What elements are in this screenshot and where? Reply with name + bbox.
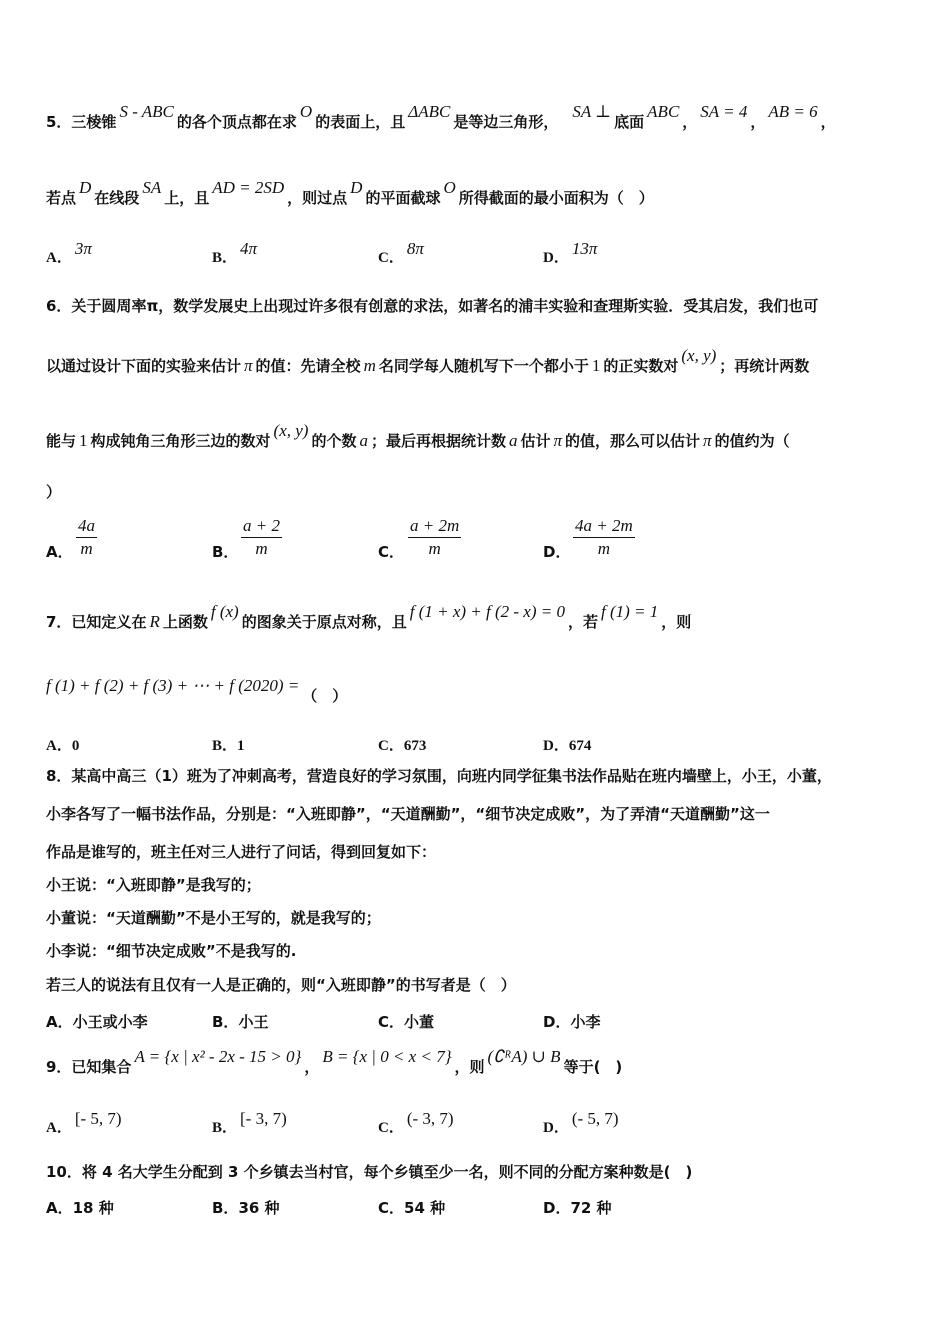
option-label: D． [543,250,569,266]
math: 1 [79,431,88,450]
q6-option-a-fraction [76,515,97,560]
text: 所得截面的最小面积为（ ） [458,189,654,207]
math: ABC [647,102,680,121]
math: π [244,356,253,375]
math: π [703,431,712,450]
option-label: D． [543,1199,571,1217]
option-value: 18 种 [72,1199,114,1217]
q7-option-b [212,734,245,755]
text: ；再统计两数 [719,357,810,375]
option-label: A． [46,1199,73,1217]
option-value: 0 [71,738,80,754]
math: (∁ᴿA) ∪ B [487,1047,561,1066]
q5-option-b [212,239,260,267]
math: AD = 2SD [212,178,285,197]
math: A = {x | x² - 2x - 15 > 0} [134,1047,302,1066]
q6-option-d-label: D． [543,543,571,561]
q7-option-c [378,734,426,755]
text: 的各个顶点都在求 [176,113,297,131]
text: ， [304,1058,320,1076]
q9-option-a [46,1109,125,1137]
q8-option-b [212,1011,268,1032]
option-label: D． [543,1013,571,1031]
q8-line6: 小李说：“细节决定成败”不是我写的. [46,942,297,960]
option-value: 小董 [404,1013,435,1031]
text: 底面 [614,113,645,131]
text: 能与 [46,432,77,450]
math: O [443,178,456,197]
text: 若点 [46,189,77,207]
math: B = {x | 0 < x < 7} [322,1047,452,1066]
q5-option-d [543,239,600,267]
option-label: B． [212,1120,238,1136]
math: (x, y) [273,421,309,440]
q6-option-b-label: B． [212,543,239,561]
text: ， [750,113,766,131]
math: ΔABC [408,102,451,121]
q7-option-a [46,734,79,755]
text: 等于( ) [563,1058,623,1076]
q8-option-a [46,1011,148,1032]
text: ，则 [454,1058,485,1076]
math: f (1) + f (2) + f (3) + ⋯ + f (2020) = [46,676,300,695]
option-label: C． [378,1120,404,1136]
q5-option-c [378,239,427,267]
math: a [359,431,368,450]
q5-line1 [46,102,836,132]
math: π [553,431,563,450]
option-label: A． [46,1120,72,1136]
option-value: 小王或小李 [72,1013,148,1031]
option-value: 1 [237,738,245,754]
math: (x, y) [681,346,717,365]
q8-line2: 小李各写了一幅书法作品，分别是：“入班即静”，“天道酬勤”，“细节决定成败”，为了弄清“天道酬勤”这一 [46,805,770,823]
math: R [149,612,160,631]
q10-option-b [212,1197,280,1218]
q6-option-c-fraction [408,515,461,560]
numerator: 4a + 2m [573,515,635,538]
text: 以通过设计下面的实验来估计 [46,357,242,375]
q6-line2 [46,346,810,376]
option-value: (- 5, 7) [571,1109,619,1128]
option-value: 673 [403,738,427,754]
math: f (1) = 1 [601,602,659,621]
text: （ ） [302,687,348,705]
text: 在线段 [94,189,140,207]
q10-option-c [378,1197,445,1218]
q10-option-a [46,1197,114,1218]
q6-option-a-label: A． [46,543,73,561]
q10-line1: 10．将 4 名大学生分配到 3 个乡镇去当村官，每个乡镇至少一名，则不同的分配方案种数是( ) [46,1163,693,1181]
text: 的正实数对 [603,357,679,375]
q5-option-a [46,239,95,267]
q8-line4: 小王说：“入班即静”是我写的； [46,876,261,894]
q9-option-d [543,1109,622,1137]
q9-line1 [46,1047,623,1077]
option-label: B． [212,1013,239,1031]
text: 7．已知定义在 [46,613,147,631]
text: 的表面上，且 [315,113,406,131]
math: 1 [591,356,601,375]
text: 的图象关于原点对称，且 [241,613,407,631]
option-label: B． [212,738,238,754]
option-value: 54 种 [404,1199,446,1217]
option-value: 36 种 [238,1199,280,1217]
math: m [363,356,376,375]
math: D [350,178,363,197]
option-value: 小李 [570,1013,601,1031]
q8-line7: 若三人的说法有且仅有一人是正确的，则“入班即静”的书写者是（ ） [46,976,516,994]
text: 估计 [520,432,551,450]
q5-line2 [46,178,654,208]
option-value: 72 种 [570,1199,612,1217]
option-label: A． [46,1013,73,1031]
text: 的值约为（ [714,432,790,450]
math: f (1 + x) + f (2 - x) = 0 [409,602,565,621]
option-label: D． [543,738,569,754]
math: SA ⊥ [572,102,612,121]
option-value: 3π [74,239,92,258]
text: 构成钝角三角形三边的数对 [90,432,271,450]
option-value: 13π [571,239,598,258]
option-label: A． [46,250,72,266]
option-value: [- 3, 7) [240,1109,287,1128]
option-label: D． [543,1120,569,1136]
q9-option-c [378,1109,457,1137]
q9-option-b [212,1109,290,1137]
text: 5．三棱锥 [46,113,117,131]
text: 的值，那么可以估计 [565,432,701,450]
math: S - ABC [119,102,174,121]
option-value: 小王 [238,1013,269,1031]
denominator: m [255,539,268,558]
text: ， [820,113,836,131]
q6-option-c-label: C． [378,543,405,561]
q10-option-d [543,1197,612,1218]
numerator: a + 2 [241,515,282,538]
option-label: C． [378,1013,405,1031]
q7-option-d [543,734,591,755]
option-label: A． [46,738,72,754]
option-value: 8π [406,239,424,258]
text: ， [682,113,698,131]
q8-line3: 作品是谁写的，班主任对三人进行了问话，得到回复如下： [46,843,437,861]
q8-option-c [378,1011,434,1032]
q6-option-b-fraction [241,515,282,560]
math: SA [142,178,162,197]
math: AB = 6 [768,102,818,121]
math: a [508,431,518,450]
text: 的个数 [311,432,357,450]
math: f (x) [210,602,239,621]
q6-line3 [46,421,790,451]
math: O [299,102,313,121]
text: 的值：先请全校 [255,357,361,375]
denominator: m [597,539,611,558]
q7-line2 [46,676,348,706]
q8-line1: 8．某高中高三（1）班为了冲刺高考，营造良好的学习氛围，向班内同学征集书法作品贴在班内墙壁上，小王，小董， [46,767,832,785]
option-label: C． [378,738,404,754]
numerator: a + 2m [408,515,461,538]
numerator: 4a [76,515,97,538]
text: ；最后再根据统计数 [370,432,506,450]
text: ，若 [567,613,598,631]
q6-line4: ） [46,483,62,501]
math: D [79,178,92,197]
text: 的平面截球 [365,189,441,207]
q7-line1 [46,602,692,632]
option-value: [- 5, 7) [74,1109,122,1128]
option-label: C． [378,250,404,266]
text: ，则过点 [287,189,348,207]
text: 名同学每人随机写下一个都小于 [378,357,589,375]
math: SA = 4 [700,102,748,121]
text: 是等边三角形， [453,113,559,131]
option-label: B． [212,1199,239,1217]
denominator: m [80,539,93,558]
q6-option-d-fraction [573,515,635,560]
option-label: B． [212,250,238,266]
option-value: (- 3, 7) [406,1109,454,1128]
text: 上函数 [162,613,208,631]
option-label: C． [378,1199,405,1217]
option-value: 674 [568,738,592,754]
text: ，则 [661,613,692,631]
denominator: m [428,539,441,558]
q8-line5: 小董说：“天道酬勤”不是小王写的，就是我写的； [46,909,381,927]
q6-line1: 6．关于圆周率π，数学发展史上出现过许多很有创意的求法，如著名的浦丰实验和查理斯实验．受其启发，我们也可 [46,297,819,315]
text: 9．已知集合 [46,1058,132,1076]
q8-option-d [543,1011,600,1032]
text: 上，且 [164,189,210,207]
option-value: 4π [240,239,258,258]
